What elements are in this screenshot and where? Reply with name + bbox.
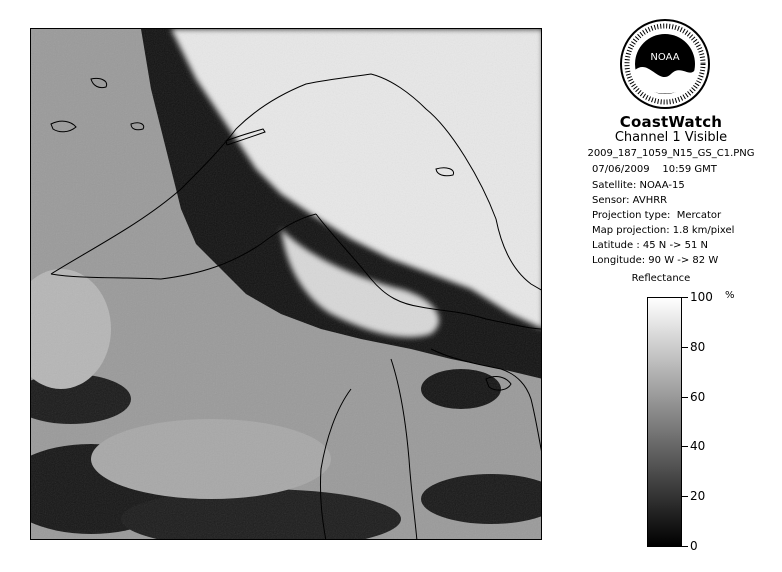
scale-tick-label: 40 xyxy=(690,439,706,453)
scale-tick-mark xyxy=(682,446,688,447)
scale-tick-label: 100 xyxy=(690,290,713,304)
scale-tick-mark xyxy=(682,397,688,398)
scale-tick-mark xyxy=(682,297,688,298)
noaa-logo xyxy=(619,18,711,110)
scale-tick-label: 0 xyxy=(690,539,698,553)
scale-tick-label: 80 xyxy=(690,340,706,354)
scale-tick-mark xyxy=(682,546,688,547)
longitude-label: Longitude: 90 W -> 82 W xyxy=(592,255,719,266)
svg-text:NOAA: NOAA xyxy=(650,52,680,63)
channel-label: Channel 1 Visible xyxy=(614,130,728,145)
scale-title: Reflectance xyxy=(631,273,691,284)
projection-type-label: Projection type: Mercator xyxy=(592,210,722,221)
satellite-label: Satellite: NOAA-15 xyxy=(592,180,685,191)
scale-tick-mark xyxy=(682,496,688,497)
map-projection-label: Map projection: 1.8 km/pixel xyxy=(592,225,735,236)
map-graphic xyxy=(31,29,542,540)
scale-tick-label: 60 xyxy=(690,390,706,404)
image-grain xyxy=(31,29,542,540)
scale-tick-label: 20 xyxy=(690,489,706,503)
scale-unit: % xyxy=(725,290,735,301)
scale-ticks xyxy=(682,290,742,553)
scale-tick-mark xyxy=(682,347,688,348)
time-label: 10:59 GMT xyxy=(662,164,717,175)
brand-title: CoastWatch xyxy=(619,113,723,131)
latitude-label: Latitude : 45 N -> 51 N xyxy=(592,240,708,251)
filename-label: 2009_187_1059_N15_GS_C1.PNG xyxy=(587,148,755,159)
date-time-row xyxy=(592,164,717,175)
satellite-image xyxy=(30,28,542,540)
date-label: 07/06/2009 xyxy=(592,164,650,175)
reflectance-scale-bar xyxy=(647,297,682,547)
sensor-label: Sensor: AVHRR xyxy=(592,195,668,206)
